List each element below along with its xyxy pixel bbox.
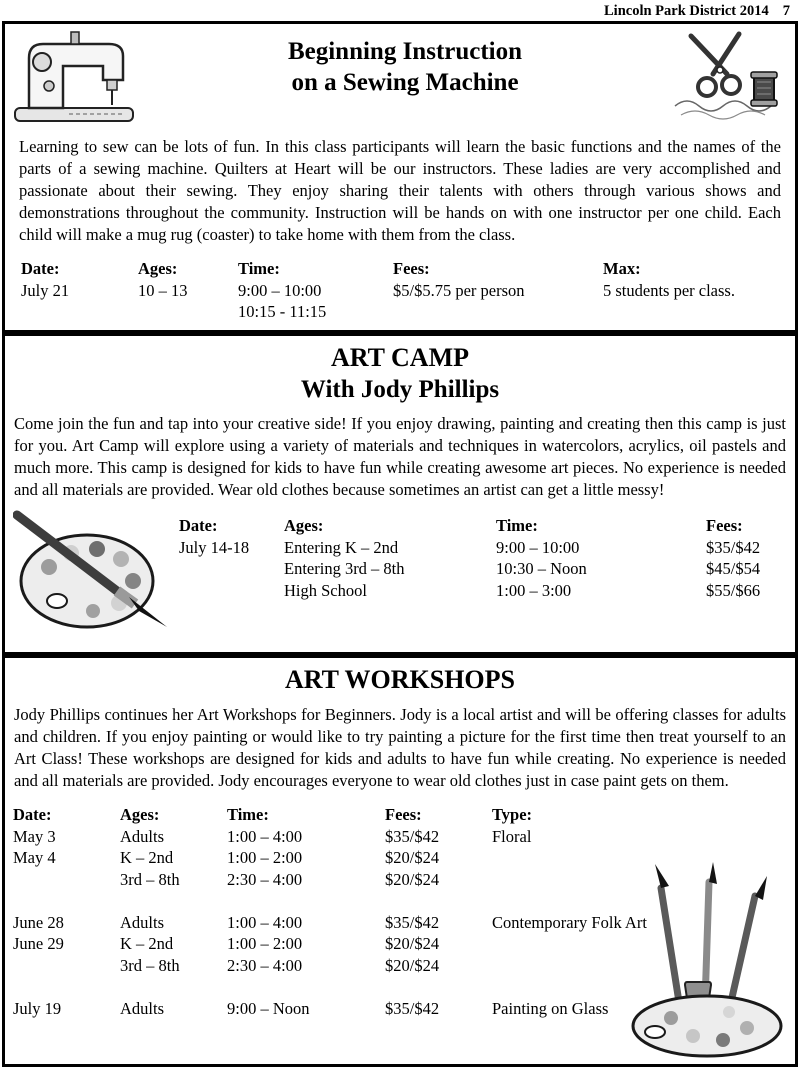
table-cell: $5/$5.75 per person: [393, 280, 525, 300]
table-cell: May 4: [13, 848, 56, 867]
sewing-header-row: [5, 24, 795, 128]
table-cell: [385, 976, 492, 998]
table-cell: June 28: [13, 912, 64, 932]
table-cell: 10:30 – Noon: [496, 559, 587, 578]
table-cell: Painting on Glass: [492, 998, 609, 1018]
column-header: Date:: [179, 516, 218, 535]
table-cell: [603, 301, 795, 323]
title-line-1: ART CAMP: [331, 343, 469, 372]
table-cell: 2:30 – 4:00: [227, 955, 303, 975]
art-camp-body-paragraph: Come join the fun and tap into your creative side! If you enjoy drawing, painting and creating then this camp is just for you. Art Camp will explore using a variety of materials and techniques in watercolors, acrylics, oil pastels and much more. This camp is designed for kids to have fun while creating awesome art pieces. No experience is needed and all materials are provided. Wear old clothes because sometimes an artist can get a little messy!: [14, 414, 786, 499]
table-cell: [13, 976, 120, 998]
table-cell: 1:00 – 2:00: [227, 934, 303, 953]
table-cell: 1:00 – 2:00: [227, 848, 303, 867]
table-cell: [21, 301, 138, 323]
column-header: Fees:: [393, 259, 430, 278]
sewing-supplies-icon: [669, 28, 787, 123]
table-cell: [13, 890, 120, 912]
table-cell: July 21: [21, 280, 70, 300]
table-cell: July 19: [13, 998, 62, 1018]
table-cell: Entering 3rd – 8th: [284, 559, 405, 578]
table-cell: Entering K – 2nd: [284, 537, 399, 557]
table-cell: High School: [284, 580, 367, 600]
table-cell: [120, 976, 227, 998]
table-cell: Floral: [492, 826, 532, 846]
paint-palette-icon: [13, 509, 179, 631]
column-header: Ages:: [120, 805, 160, 824]
table-cell: 10 – 13: [138, 280, 188, 300]
table-cell: $20/$24: [385, 934, 440, 953]
table-cell: 1:00 – 3:00: [496, 580, 572, 600]
table-cell: 10:15 - 11:15: [238, 302, 327, 321]
table-cell: 5 students per class.: [603, 280, 735, 300]
column-header: Ages:: [284, 516, 324, 535]
table-cell: [385, 890, 492, 912]
page-number: 7: [782, 3, 790, 19]
table-cell: July 14-18: [179, 537, 250, 557]
column-header: Fees:: [385, 805, 422, 824]
paint-brushes-icon: [627, 860, 787, 1060]
table-cell: [227, 890, 385, 912]
column-header: Time:: [496, 516, 538, 535]
table-cell: Adults: [120, 998, 165, 1018]
table-cell: $35/$42: [385, 912, 440, 932]
title-line-2: With Jody Phillips: [300, 376, 500, 403]
column-header: Fees:: [706, 516, 743, 535]
table-cell: Adults: [120, 912, 165, 932]
column-header: Date:: [13, 805, 52, 824]
section-sewing: [2, 21, 798, 333]
table-cell: $20/$24: [385, 955, 440, 975]
art-workshops-body-paragraph: Jody Phillips continues her Art Workshops for Beginners. Jody is a local artist and will be offering classes for adults and children. If you enjoy painting or would like to try painting a picture for the first time then treat yourself to an Art Class! These workshops are designed for kids and adults to have fun while creating. No experience is needed and all materials are provided. Jody encourages everyone to wear old clothes just in case paint gets on them.: [14, 705, 786, 790]
table-cell: $20/$24: [385, 848, 440, 867]
table-row: [179, 537, 787, 559]
art-camp-bottom-row: [5, 501, 795, 631]
table-cell: $35/$42: [385, 998, 440, 1018]
table-row: [13, 826, 795, 848]
table-cell: May 3: [13, 826, 56, 846]
page-header: [0, 0, 800, 21]
table-row: [179, 580, 787, 602]
table-cell: 9:00 – 10:00: [496, 537, 580, 557]
sewing-body-paragraph: Learning to sew can be lots of fun. In this class participants will learn the basic functions and the names of the parts of a sewing machine. Quilters at Heart will be our instructors. These ladies are very accomplished and passionate about their sewing. They enjoy sharing their talents with others through various shows and demonstrations throughout the community. Instruction will be hands on with one instructor per one child. Each child will make a mug rug (coaster) to take home with them from the class.: [19, 137, 781, 244]
table-cell: [393, 301, 603, 323]
table-cell: [179, 558, 284, 580]
table-header-row: [21, 258, 795, 280]
section-art-camp: [2, 333, 798, 655]
table-cell: $35/$42: [385, 826, 440, 846]
table-cell: $55/$66: [706, 580, 761, 600]
table-cell: [179, 580, 284, 602]
section-title: [5, 336, 795, 405]
title-line-2: on a Sewing Machine: [291, 69, 519, 96]
table-cell: [13, 869, 120, 891]
table-cell: 3rd – 8th: [120, 869, 180, 889]
title-line-1: Beginning Instruction: [287, 38, 523, 65]
table-cell: Adults: [120, 826, 165, 846]
table-cell: 3rd – 8th: [120, 955, 180, 975]
table-cell: $35/$42: [706, 537, 761, 557]
section-title: [5, 658, 795, 696]
section-title: [141, 28, 669, 98]
table-cell: 2:30 – 4:00: [227, 869, 303, 889]
table-cell: 9:00 – Noon: [227, 998, 310, 1018]
table-cell: 1:00 – 4:00: [227, 912, 303, 932]
table-body: [179, 537, 787, 602]
column-header: Type:: [492, 805, 533, 824]
column-header: Max:: [603, 259, 641, 278]
header-title: Lincoln Park District 2014: [604, 3, 769, 19]
table-row: [179, 558, 787, 580]
title-line-1: ART WORKSHOPS: [284, 665, 515, 694]
sewing-schedule-table: [5, 258, 795, 323]
table-cell: $20/$24: [385, 869, 440, 889]
column-header: Time:: [227, 805, 269, 824]
table-body: [21, 280, 795, 323]
table-cell: June 29: [13, 934, 64, 953]
column-header: Time:: [238, 259, 280, 278]
table-cell: $45/$54: [706, 559, 761, 578]
table-cell: 9:00 – 10:00: [238, 280, 322, 300]
column-header: Date:: [21, 259, 60, 278]
table-header-row: [13, 804, 795, 826]
table-cell: [120, 890, 227, 912]
column-header: Ages:: [138, 259, 178, 278]
table-row: [21, 280, 795, 302]
table-cell: [13, 955, 120, 977]
table-cell: K – 2nd: [120, 848, 174, 867]
sewing-machine-icon: [11, 28, 141, 128]
art-camp-schedule-table: [179, 515, 787, 601]
table-cell: [138, 301, 238, 323]
table-cell: [227, 976, 385, 998]
table-header-row: [179, 515, 787, 537]
table-row: [21, 301, 795, 323]
table-cell: K – 2nd: [120, 934, 174, 953]
table-cell: 1:00 – 4:00: [227, 826, 303, 846]
section-art-workshops: [2, 655, 798, 1067]
table-cell: Contemporary Folk Art: [492, 912, 647, 932]
